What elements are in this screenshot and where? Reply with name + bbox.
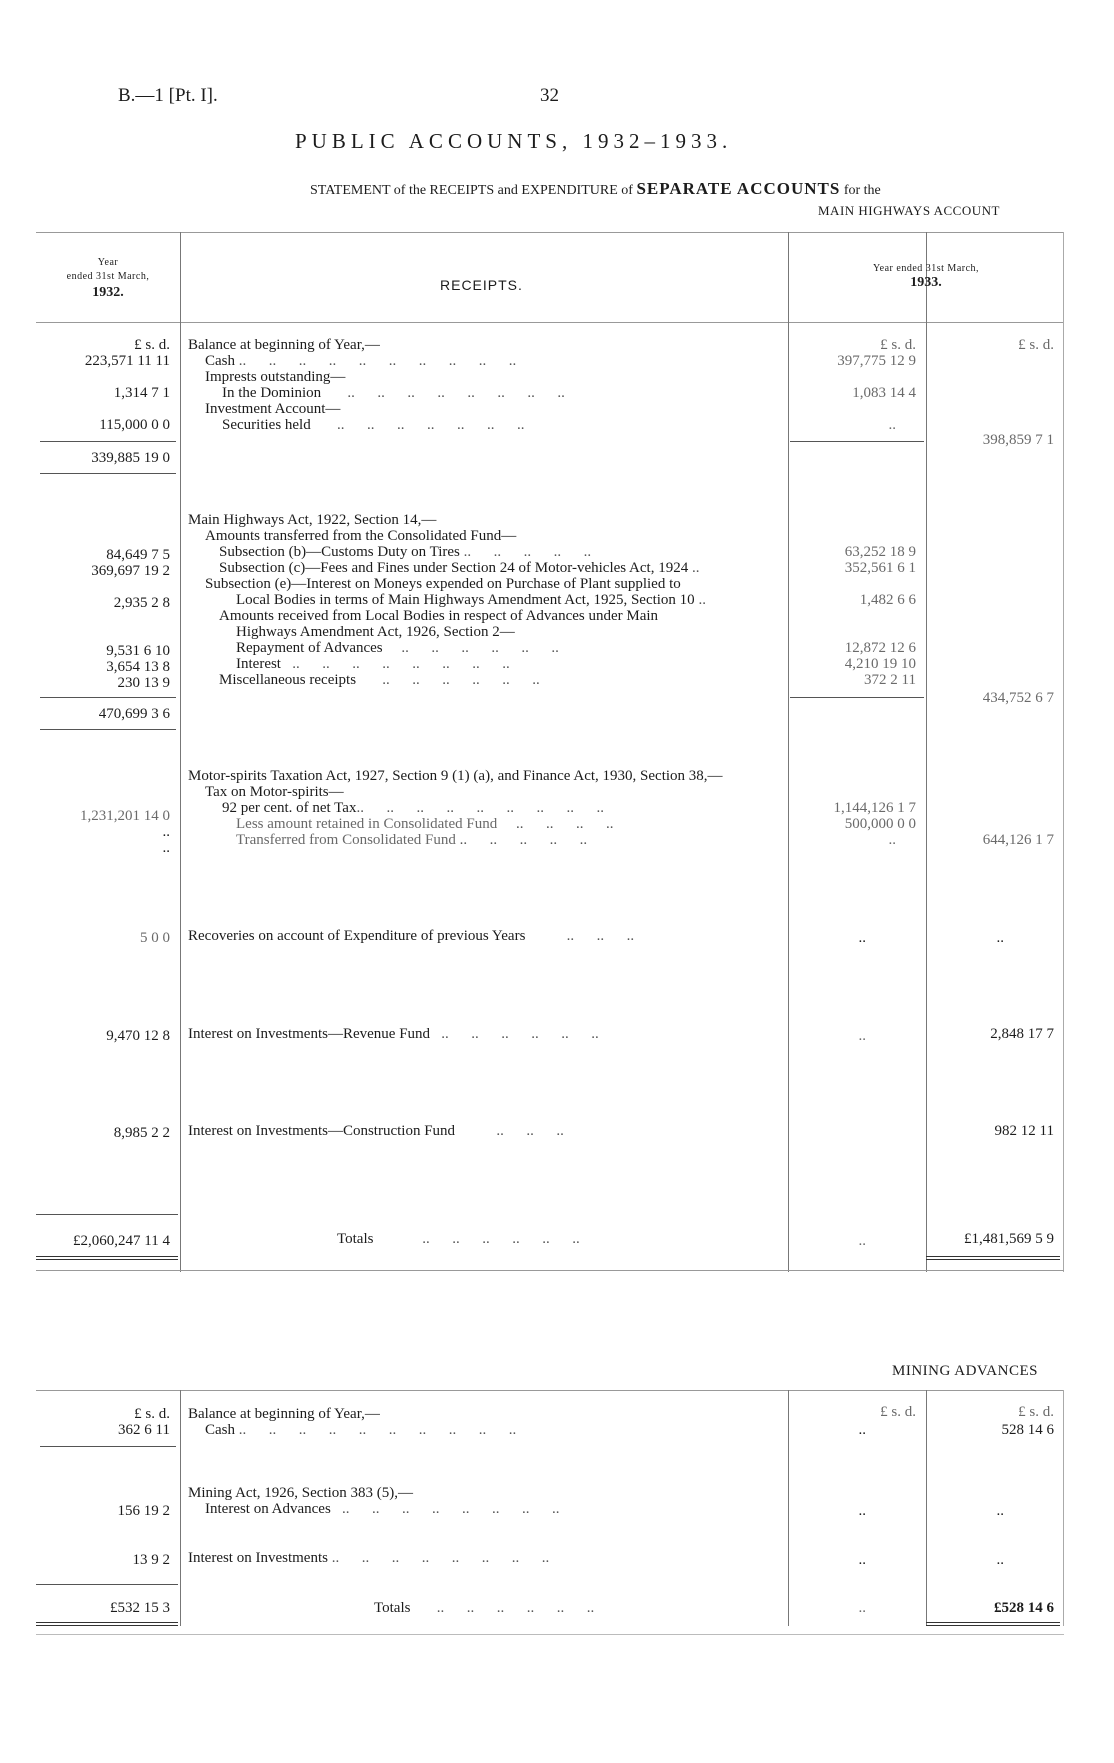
mining-totals-rule-top [36,1584,178,1585]
securities-1933: .. [888,417,896,433]
totals-1933: £1,481,569 5 9 [964,1231,1054,1247]
sub-e-label-1: Subsection (e)—Interest on Moneys expended on Purchase of Plant supplied to [205,576,681,592]
mining-cash-label: Cash .. .. .. .. .. .. .. .. .. .. [205,1422,517,1438]
mha-subtotal-1932: 470,699 3 6 [98,706,170,722]
balance-total-1933: 398,859 7 1 [982,432,1054,448]
cash-label: Cash .. .. .. .. .. .. .. .. .. .. [205,353,517,369]
receipts-header: RECEIPTS. [440,277,523,293]
mha-mid-rule [790,697,924,698]
mining-inv-mid: .. [858,1552,866,1568]
document-reference: B.—1 [Pt. I]. [118,85,218,106]
net-tax-1933: 1,144,126 1 7 [833,800,916,816]
mining-totals-label: Totals .. .. .. .. .. .. [374,1600,595,1616]
mining-adv-1933: .. [996,1503,1004,1519]
totals-rule-1933-b [926,1259,1060,1260]
sub-e-1932: 2,935 2 8 [113,595,170,611]
mining-money-units-mid: £ s. d. [880,1404,916,1420]
mining-inv-1932: 13 9 2 [132,1552,170,1568]
constr-label: Interest on Investments—Construction Fund .. .. .. [188,1123,564,1139]
totals-label: Totals .. .. .. .. .. .. [337,1231,580,1247]
recoveries-mid: .. [858,930,866,946]
mining-totals-rule-1932-a [36,1622,178,1623]
less-label: Less amount retained in Consolidated Fund .. .. .. .. [236,816,614,832]
balance-subtotal-rule [40,441,176,442]
misc-label: Miscellaneous receipts .. .. .. .. .. .. [219,672,540,688]
mha-subtotal-rule-bottom [40,729,176,730]
mining-totals-1932: £532 15 3 [110,1600,170,1616]
mining-balance-heading: Balance at beginning of Year,— [188,1406,380,1422]
mining-cash-rule [40,1446,176,1447]
constr-1933: 982 12 11 [994,1123,1054,1139]
page-title: PUBLIC ACCOUNTS, 1932–1933. [295,129,733,153]
balance-subtotal-1932: 339,885 19 0 [91,450,170,466]
mining-inv-label: Interest on Investments .. .. .. .. .. .. .. .. [188,1550,550,1566]
rev-label: Interest on Investments—Revenue Fund .. .. .. .. .. .. [188,1026,599,1042]
mining-totals-rule-1932-b [36,1625,178,1626]
sub-b-label: Subsection (b)—Customs Duty on Tires .. .. .. .. .. [219,544,592,560]
totals-rule-1932-b [36,1259,178,1260]
investment-label: Investment Account— [205,401,341,417]
col-divider-1933b [926,232,927,1272]
rev-1932: 9,470 12 8 [106,1028,170,1044]
totals-1932: £2,060,247 11 4 [73,1233,170,1249]
mha-total-1933: 434,752 6 7 [982,690,1054,706]
year1932-header-line2: ended 31st March, [66,271,150,282]
statement-bold: SEPARATE ACCOUNTS [636,179,841,198]
securities-label: Securities held .. .. .. .. .. .. .. [222,417,525,433]
less-1933: 500,000 0 0 [844,816,916,832]
balance-subtotal-rule-bottom [40,473,176,474]
dominion-1932: 1,314 7 1 [113,385,170,401]
motor-total-1933: 644,126 1 7 [982,832,1054,848]
mining-top-rule [36,1390,1064,1391]
mining-bottom-rule [36,1634,1064,1635]
net-tax-label: 92 per cent. of net Tax.. .. .. .. .. .. .. .. .. [222,800,604,816]
mining-cash-1932: 362 6 11 [118,1422,170,1438]
mha-subtotal-rule [40,697,176,698]
sub-c-1932: 369,697 19 2 [91,563,170,579]
money-units-left: £ s. d. [134,337,170,353]
cash-1933: 397,775 12 9 [837,353,916,369]
statement-prefix: STATEMENT of the RECEIPTS and EXPENDITURE of [310,183,633,198]
mining-money-units-right: £ s. d. [1018,1404,1054,1420]
mha-heading: Main Highways Act, 1922, Section 14,— [188,512,437,528]
statement-suffix: for the [843,183,881,198]
col-divider-1933a [788,232,789,1272]
account-name: MAIN HIGHWAYS ACCOUNT [818,203,1000,218]
local-label-2: Highways Amendment Act, 1926, Section 2— [236,624,515,640]
net-tax-1932: 1,231,201 14 0 [80,808,170,824]
transf-1933: .. [888,832,896,848]
totals-rule-top [36,1214,178,1215]
totals-rule-1933-a [926,1256,1060,1257]
repayment-1932: 9,531 6 10 [106,643,170,659]
interest-1933: 4,210 19 10 [844,656,916,672]
dominion-label: In the Dominion .. .. .. .. .. .. .. .. [222,385,565,401]
table-header-rule [36,322,1064,323]
sub-c-1933: 352,561 6 1 [844,560,916,576]
mining-col-divider-mid [788,1390,789,1626]
imprests-label: Imprests outstanding— [205,369,346,385]
mining-title: MINING ADVANCES [892,1363,1038,1379]
mining-adv-mid: .. [858,1503,866,1519]
sub-e-1933: 1,482 6 6 [859,592,916,608]
less-1932: .. [162,824,170,840]
mining-money-units-left: £ s. d. [134,1406,170,1422]
mining-totals-rule-1933-b [926,1625,1060,1626]
misc-1933: 372 2 11 [864,672,916,688]
rev-mid: .. [858,1028,866,1044]
mining-totals-1933: £528 14 6 [994,1600,1054,1616]
recoveries-label: Recoveries on account of Expenditure of previous Years .. .. .. [188,928,635,944]
year1932-header-line1: Year [97,257,119,268]
mining-col-divider-1932 [180,1390,181,1626]
col-divider-1932 [180,232,181,1272]
mining-adv-label: Interest on Advances .. .. .. .. .. .. .. .. [205,1501,560,1517]
recoveries-1932: 5 0 0 [140,930,170,946]
transf-1932: .. [162,840,170,856]
interest-1932: 3,654 13 8 [106,659,170,675]
col-divider-right [1063,232,1064,1272]
recoveries-1933: .. [996,930,1004,946]
statement-line [310,180,881,198]
sub-b-1932: 84,649 7 5 [106,547,170,563]
mining-inv-1933: .. [996,1552,1004,1568]
repayment-label: Repayment of Advances .. .. .. .. .. .. [236,640,559,656]
mining-totals-rule-1933-a [926,1622,1060,1623]
sub-b-1933: 63,252 18 9 [844,544,916,560]
money-units-mid: £ s. d. [880,337,916,353]
table-top-rule [36,232,1064,233]
page-number: 32 [540,85,559,106]
dominion-1933: 1,083 14 4 [852,385,916,401]
cash-1932: 223,571 11 11 [84,353,170,369]
year1932-header-line3: 1932. [92,285,124,300]
balance-mid-rule [790,441,924,442]
mining-adv-1932: 156 19 2 [117,1503,170,1519]
mining-act-heading: Mining Act, 1926, Section 383 (5),— [188,1485,413,1501]
money-units-right: £ s. d. [1018,337,1054,353]
rev-1933: 2,848 17 7 [990,1026,1054,1042]
totals-rule-1932-a [36,1256,178,1257]
interest-label: Interest .. .. .. .. .. .. .. .. [236,656,510,672]
year1933-header-line2: 1933. [910,275,942,290]
mha-transferred-label: Amounts transferred from the Consolidated Fund— [205,528,517,544]
transf-label: Transferred from Consolidated Fund .. .. .. .. .. [236,832,588,848]
mining-col-divider-right [1063,1390,1064,1626]
totals-mid: .. [858,1233,866,1249]
mining-col-divider-1933 [926,1390,927,1626]
securities-1932: 115,000 0 0 [99,417,170,433]
motor-heading: Motor-spirits Taxation Act, 1927, Section 9 (1) (a), and Finance Act, 1930, Section 38,— [188,768,723,784]
balance-heading: Balance at beginning of Year,— [188,337,380,353]
sub-e-label-2: Local Bodies in terms of Main Highways Amendment Act, 1925, Section 10 .. [236,592,706,608]
sub-c-label: Subsection (c)—Fees and Fines under Section 24 of Motor-vehicles Act, 1924 .. [219,560,700,576]
table-bottom-rule [36,1270,1064,1271]
constr-1932: 8,985 2 2 [113,1125,170,1141]
tax-label: Tax on Motor-spirits— [205,784,344,800]
year1933-header-line1: Year ended 31st March, [872,263,980,274]
repayment-1933: 12,872 12 6 [844,640,916,656]
mining-cash-1933: 528 14 6 [1001,1422,1054,1438]
mining-cash-mid: .. [858,1422,866,1438]
local-label-1: Amounts received from Local Bodies in respect of Advances under Main [219,608,659,624]
mining-totals-mid: .. [858,1600,866,1616]
misc-1932: 230 13 9 [117,675,170,691]
